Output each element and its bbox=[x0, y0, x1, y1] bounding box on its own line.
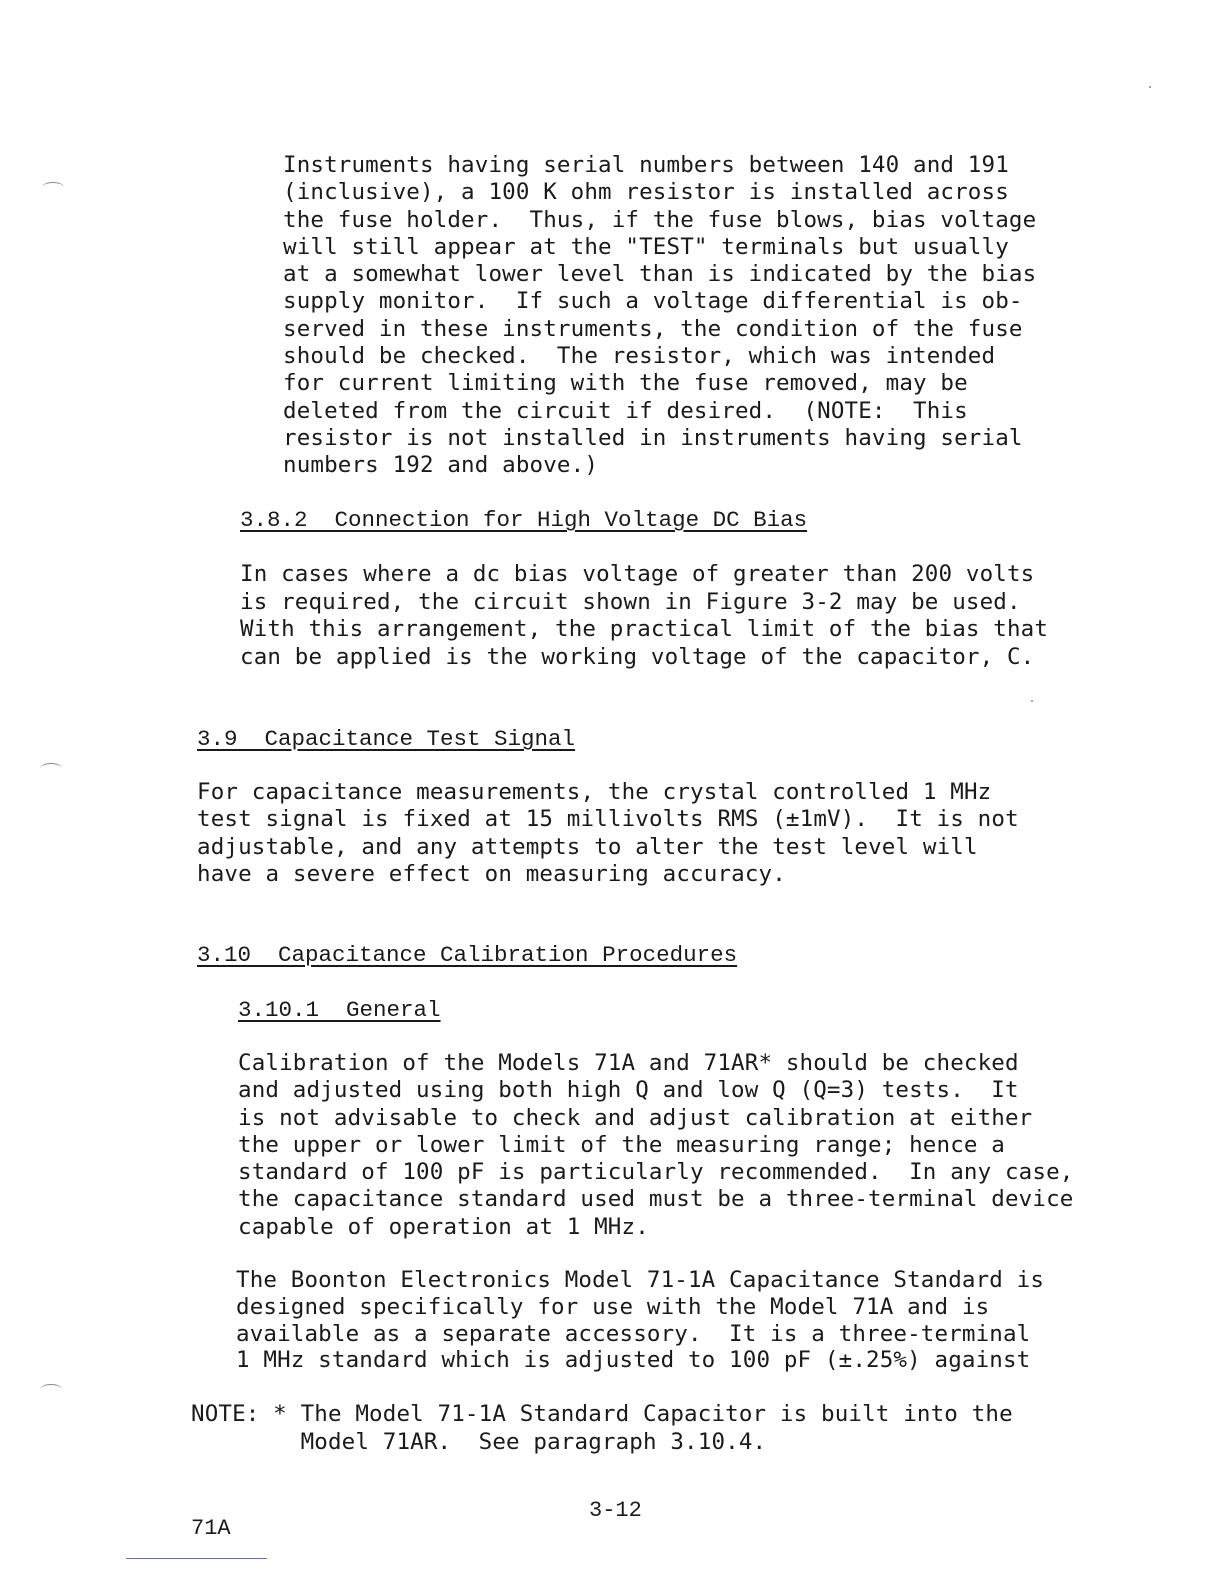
intro-paragraph: Instruments having serial numbers between 140 and 191 (inclusive), a 100 K ohm resistor is installed across the fuse holder. Thus, if the fuse blows, bias voltage will still appear at the "TEST" terminals but usually at a somewhat lower level than is indicated by the bias supply monitor. If such a voltage differential is ob- served in these instruments, the condition of the fuse should be checked. The resistor, which was intended for current limiting with the fuse removed, may be deleted from the circuit if desired. (NOTE: This resistor is not installed in instruments having serial numbers 192 and above.) bbox=[283, 152, 1037, 479]
section-3-8-2-body: In cases where a dc bias voltage of greater than 200 volts is required, the circuit shown in Figure 3-2 may be used. With this arrangement, the practical limit of the bias that can be applied is the working voltage of the capacitor, C. bbox=[240, 561, 1049, 670]
section-3-9-body: For capacitance measurements, the crystal controlled 1 MHz test signal is fixed at 15 millivolts RMS (±1mV). It is not adjustable, and any attempts to alter the test level will have a severe effect on measuring accuracy. bbox=[197, 779, 1019, 888]
footer-rule bbox=[126, 1558, 267, 1559]
margin-mark bbox=[40, 763, 62, 774]
section-3-10-1-heading: 3.10.1 General bbox=[238, 997, 441, 1023]
scan-speck bbox=[1149, 86, 1151, 88]
section-3-10-1-paragraph-1: Calibration of the Models 71A and 71AR* should be checked and adjusted using both high Q and low Q (Q=3) tests. It is not advisable to check and adjust calibration at either the upper or lower limit of the measuring range; hence a standard of 100 pF is particularly recommended. In any case, the capacitance standard used must be a three-terminal device capable of operation at 1 MHz. bbox=[238, 1050, 1074, 1240]
page-number: 3-12 bbox=[589, 1498, 642, 1523]
section-3-8-2-heading: 3.8.2 Connection for High Voltage DC Bias bbox=[240, 507, 808, 533]
section-3-10-heading: 3.10 Capacitance Calibration Procedures bbox=[197, 942, 738, 968]
section-3-10-1-paragraph-2: The Boonton Electronics Model 71-1A Capacitance Standard is designed specifically for use with the Model 71A and is available as a separate accessory. It is a three-terminal 1 MHz standard which is adjusted to 100 pF (±.25%) against bbox=[236, 1267, 1045, 1374]
scan-speck bbox=[1031, 700, 1033, 702]
model-label: 71A bbox=[191, 1516, 231, 1541]
footnote: NOTE: * The Model 71-1A Standard Capacitor is built into the Model 71AR. See paragraph 3.10.4. bbox=[191, 1401, 1013, 1455]
margin-mark bbox=[42, 182, 64, 193]
margin-mark bbox=[40, 1384, 62, 1395]
section-3-9-heading: 3.9 Capacitance Test Signal bbox=[197, 726, 576, 752]
